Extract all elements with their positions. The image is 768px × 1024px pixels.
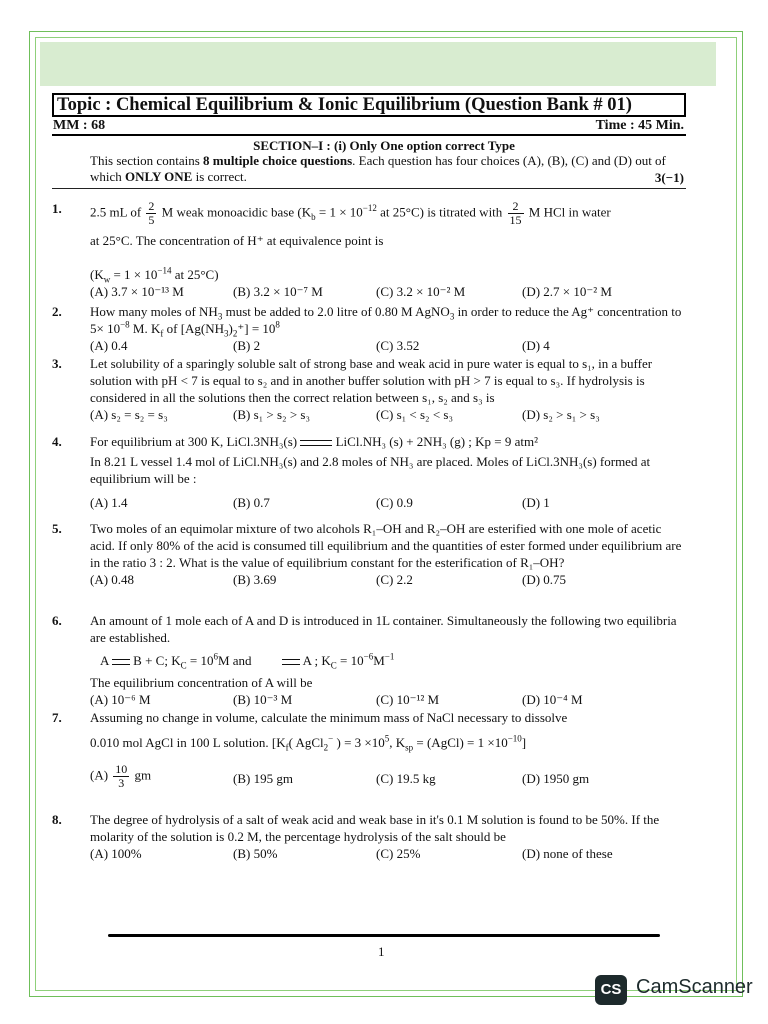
- options: [90, 406, 686, 423]
- option-d[interactable]: (D) 4: [522, 338, 550, 353]
- question-constants: 0.010 mol AgCl in 100 L solution. [$K_f$( AgCl$_2$− ) = $3 \times 10^5$, $K_{sp}$ = (AgCl) = $1 \times 10^{-10}$]: [90, 733, 527, 753]
- option-d[interactable]: (D) 0.75: [522, 572, 567, 587]
- question-text: An amount of 1 mole each of A and D is introduced in 1L container. Simultaneously the following two equilibria are established.: [90, 613, 677, 645]
- option-d[interactable]: (D) none of these: [522, 846, 613, 861]
- fraction: $\frac{10}{3}$: [115, 762, 128, 790]
- question-number: 3.: [52, 356, 62, 371]
- options: [90, 337, 686, 354]
- question-7: [52, 709, 686, 793]
- question-8: [52, 811, 686, 862]
- question-text: Two moles of an equimolar mixture of two alcohols R₁–OH and R₂–OH are esterified with one mole of acetic acid. If only 80% of the acid is consumed till equilibrium and the quantities of ester formed under equilibrium are in the ratio 3 : 2. What is the value of equilibrium constant for the esterification of R₁–OH?: [90, 521, 682, 570]
- option-c[interactable]: (C) 0.9: [376, 495, 413, 510]
- question-text: The degree of hydrolysis of a salt of weak acid and weak base in it's 0.1 M solution is found to be 50%. If the molarity of the solution is 0.2 M, the percentage hydrolysis of the salt should be: [90, 812, 660, 844]
- question-constant: ($K_w = 1 \times 10^{-14}$ at 25°C): [90, 265, 219, 285]
- question-ask: The equilibrium concentration of A will be: [90, 675, 313, 690]
- option-b[interactable]: (B) 2: [233, 338, 261, 353]
- option-a[interactable]: (A) 0.48: [90, 572, 135, 587]
- option-c[interactable]: (C) 25%: [376, 846, 421, 861]
- fraction: $\frac{2}{5}$: [148, 199, 155, 227]
- options: [90, 845, 686, 862]
- equilibrium-arrow: [282, 657, 300, 667]
- option-b[interactable]: (B) 3.2 × 10⁻⁷ M: [233, 284, 323, 299]
- question-3: [52, 355, 686, 423]
- question-reaction: For equilibrium at 300 K, LiCl.3NH₃(s) LiCl.NH₃ (s) + 2NH₃ (g) ; Kp = 9 atm²: [90, 434, 538, 449]
- question-5: [52, 520, 686, 588]
- question-number: 4.: [52, 434, 62, 449]
- option-d[interactable]: (D) 2.7 × 10⁻² M: [522, 284, 612, 299]
- option-b[interactable]: (B) 195 gm: [233, 771, 293, 786]
- equilibrium-arrow: [112, 657, 130, 667]
- camscanner-watermark: CamScanner: [636, 976, 753, 998]
- option-d[interactable]: (D) s₂ > s₁ > s₃: [522, 407, 600, 422]
- option-b[interactable]: (B) 3.69: [233, 572, 277, 587]
- option-a[interactable]: (A) 1.4: [90, 495, 128, 510]
- question-number: 8.: [52, 812, 62, 827]
- question-text-line2: at 25°C. The concentration of H⁺ at equivalence point is: [90, 233, 384, 248]
- options: [90, 571, 686, 588]
- option-a[interactable]: (A) s₂ = s₂ = s₃: [90, 407, 168, 422]
- option-b[interactable]: (B) s₁ > s₂ > s₃: [233, 407, 311, 422]
- question-6: [52, 612, 686, 708]
- option-c[interactable]: (C) 3.2 × 10⁻² M: [376, 284, 466, 299]
- question-text: How many moles of $NH_3$ must be added to 2.0 litre of 0.80 M AgNO$_3$ in order to reduce the Ag⁺ concentration to $5\times 10^{-8}$ M. $K_f$ of $[Ag(NH_3)_2^+] = 10^8$: [90, 304, 682, 339]
- option-c[interactable]: (C) 10⁻¹² M: [376, 692, 440, 707]
- footer-rule: [108, 934, 660, 937]
- option-a[interactable]: (A) 100%: [90, 846, 142, 861]
- option-d[interactable]: (D) 1: [522, 495, 550, 510]
- option-a[interactable]: (A) 0.4: [90, 338, 128, 353]
- options: [90, 283, 686, 300]
- question-text: In 8.21 L vessel 1.4 mol of LiCl.NH₃(s) and 2.8 moles of NH₃ are placed. Moles of LiCl.3NH₃(s) formed at equilibrium will be :: [90, 454, 651, 486]
- option-d[interactable]: (D) 10⁻⁴ M: [522, 692, 583, 707]
- fraction: $\frac{2}{15}$: [509, 199, 522, 227]
- question-1: [52, 200, 686, 300]
- max-marks: MM : 68: [53, 118, 106, 133]
- option-a[interactable]: (A) 3.7 × 10⁻¹³ M: [90, 284, 184, 299]
- question-number: 1.: [52, 201, 62, 216]
- question-2: [52, 303, 686, 354]
- option-c[interactable]: (C) 19.5 kg: [376, 771, 436, 786]
- option-c[interactable]: (C) 2.2: [376, 572, 413, 587]
- option-b[interactable]: (B) 0.7: [233, 495, 270, 510]
- question-number: 5.: [52, 521, 62, 536]
- option-b[interactable]: (B) 10⁻³ M: [233, 692, 293, 707]
- intro-rule: [52, 188, 686, 189]
- question-number: 2.: [52, 304, 62, 319]
- options: [90, 691, 686, 708]
- question-text: Let solubility of a sparingly soluble salt of strong base and weak acid in pure water is equal to s₁, in a buffer solution with pH < 7 is equal to s₂ and in another buffer solution with pH > 7 is equal to s₃. If hydrolysis is considered in all the solutions then the correct relation between s₁, s₂ and s₃ is: [90, 356, 653, 405]
- option-a[interactable]: (A) $\frac{10}{3}$ gm: [90, 762, 152, 790]
- question-text: 2.5 mL of $\frac{2}{5}$ M weak monoacidic base ($K_b = 1 \times 10^{-12}$ at 25°C) is titrated with $\frac{2}{15}$ M HCl in water: [90, 199, 611, 227]
- question-4: [52, 433, 686, 511]
- question-equilibria: A B + C; $K_C = 10^6M$ and A ; $K_C = 10^{-6}M^{-1}$: [100, 651, 395, 671]
- option-c[interactable]: (C) s₁ < s₂ < s₃: [376, 407, 454, 422]
- option-c[interactable]: (C) 3.52: [376, 338, 420, 353]
- option-a[interactable]: (A) 10⁻⁶ M: [90, 692, 151, 707]
- section-intro: This section contains 8 multiple choice questions. Each question has four choices (A), (B), (C) and (D) out of which ONLY ONE is correct.: [90, 153, 666, 184]
- equilibrium-arrow: [300, 438, 332, 448]
- option-b[interactable]: (B) 50%: [233, 846, 278, 861]
- marking-scheme: 3(−1): [654, 170, 684, 185]
- question-number: 7.: [52, 710, 62, 725]
- time-limit: Time : 45 Min.: [595, 118, 684, 133]
- question-text: Assuming no change in volume, calculate the minimum mass of NaCl necessary to dissolve: [90, 710, 568, 725]
- header-rule: [52, 134, 686, 136]
- page-number: 1: [378, 944, 385, 959]
- section-heading: SECTION–I : (i) Only One option correct Type: [253, 138, 515, 153]
- camscanner-logo-icon: CS: [595, 975, 627, 1005]
- topic-title: Topic : Chemical Equilibrium & Ionic Equilibrium (Question Bank # 01): [52, 93, 686, 117]
- options: [90, 494, 686, 511]
- options: [90, 763, 686, 793]
- header-band: [40, 42, 716, 86]
- option-d[interactable]: (D) 1950 gm: [522, 771, 590, 786]
- question-number: 6.: [52, 613, 62, 628]
